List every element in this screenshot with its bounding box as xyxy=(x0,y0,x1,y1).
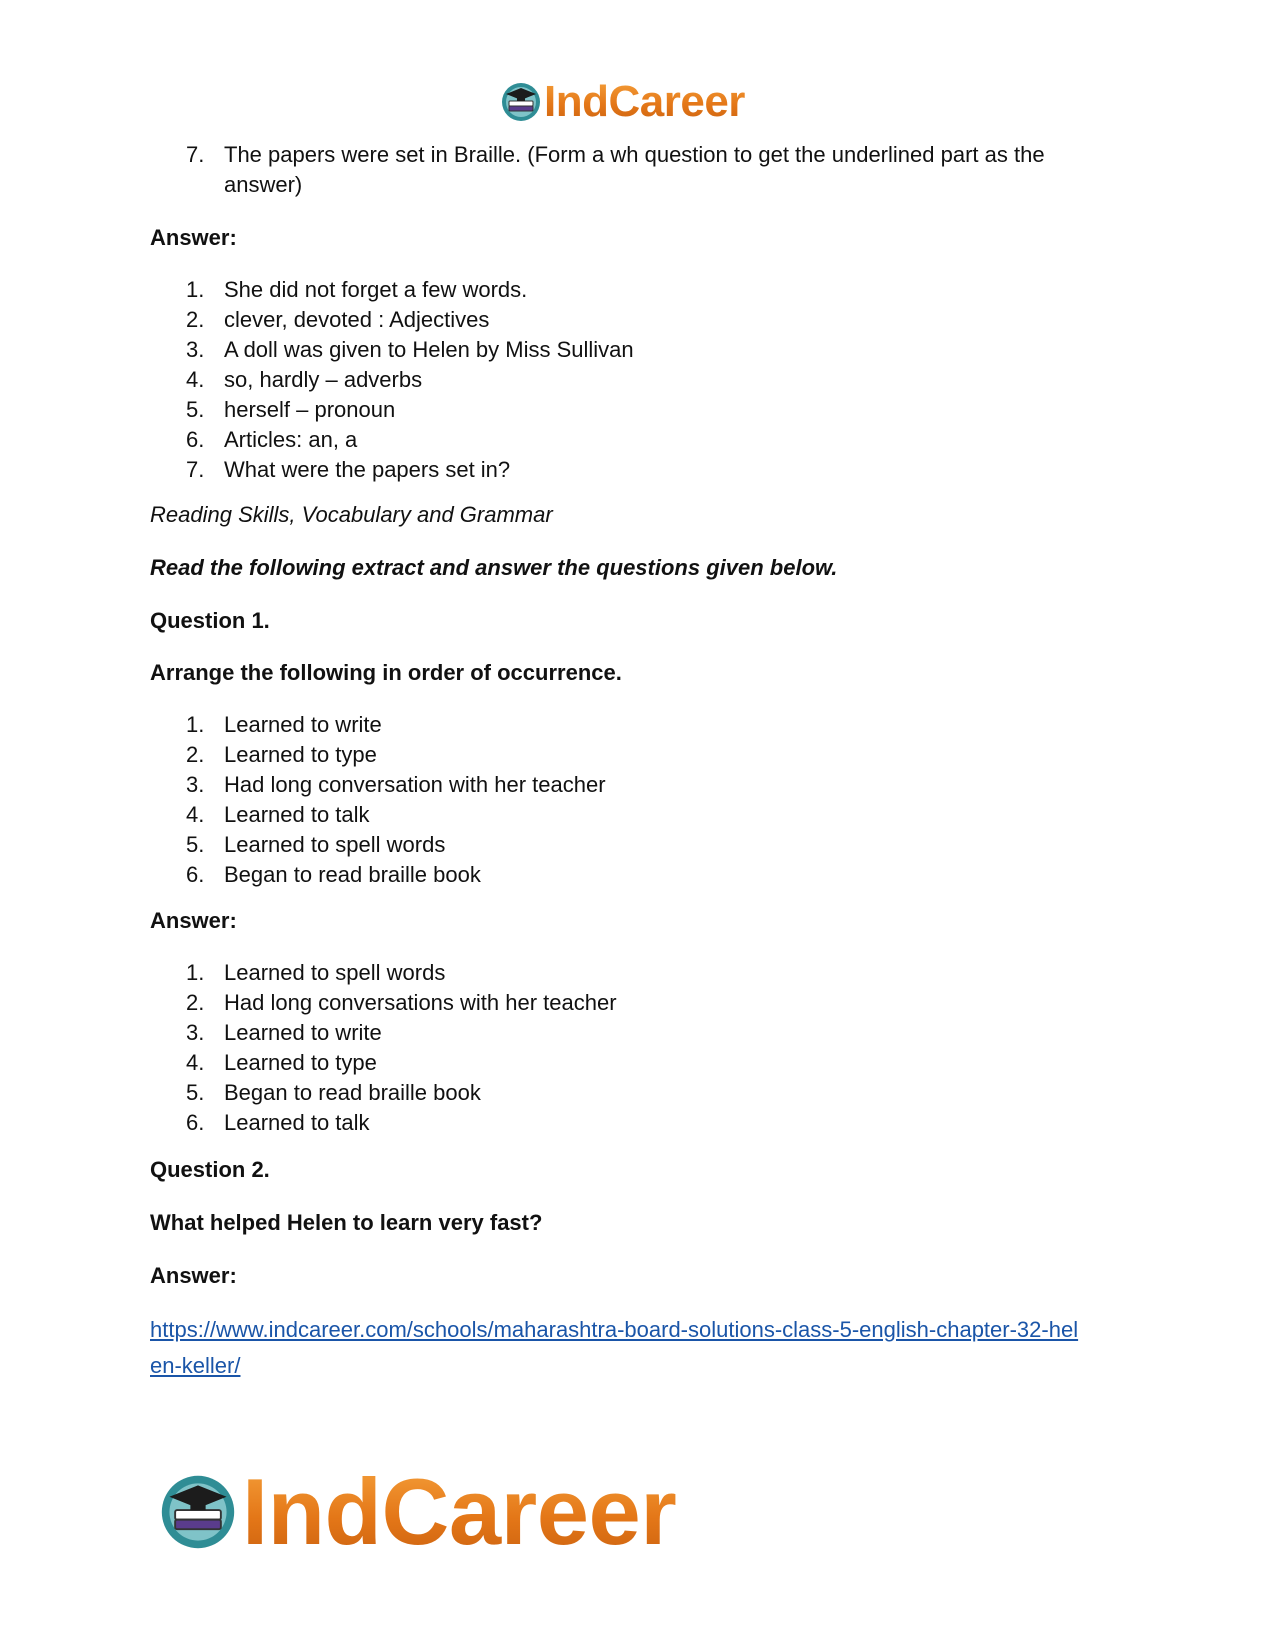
answer-heading: Answer: xyxy=(150,1263,237,1288)
question-items-list xyxy=(150,710,1150,890)
graduation-cap-book-icon xyxy=(500,81,542,123)
list-item xyxy=(150,425,1150,455)
list-item xyxy=(150,275,1150,305)
list-item xyxy=(150,335,1150,365)
question-prompt: Arrange the following in order of occurrence. xyxy=(150,660,622,685)
list-item xyxy=(150,1078,1150,1108)
list-item-number: 1. xyxy=(186,960,205,985)
list-item xyxy=(150,988,1150,1018)
list-item-number: 3. xyxy=(186,1020,205,1045)
question-prompt: What helped Helen to learn very fast? xyxy=(150,1210,543,1235)
list-item-text: Learned to spell words xyxy=(224,832,446,857)
list-item-text: Learned to talk xyxy=(224,1110,370,1135)
list-item-text: Learned to type xyxy=(224,742,377,767)
list-item-number: 2. xyxy=(186,307,205,332)
list-item-text: Learned to type xyxy=(224,1050,377,1075)
list-item-text: Learned to spell words xyxy=(224,960,446,985)
answer-list xyxy=(150,275,1150,485)
list-item-number: 6. xyxy=(186,862,205,887)
brand-name: IndCareer xyxy=(544,77,745,126)
footer-logo xyxy=(158,1457,676,1567)
list-item xyxy=(150,770,1150,800)
brand-name: IndCareer xyxy=(242,1459,677,1564)
list-item xyxy=(150,800,1150,830)
list-item-number: 7. xyxy=(186,457,205,482)
graduation-cap-book-icon xyxy=(158,1472,238,1552)
list-item-number: 3. xyxy=(186,337,205,362)
list-item-text: clever, devoted : Adjectives xyxy=(224,307,490,332)
list-item-number: 5. xyxy=(186,397,205,422)
list-item-text: Learned to talk xyxy=(224,802,370,827)
list-item-text: Learned to write xyxy=(224,1020,382,1045)
question-label: Question 2. xyxy=(150,1157,270,1182)
list-item-text: Began to read braille book xyxy=(224,862,481,887)
question-list-continued xyxy=(150,140,1150,200)
list-item-text: so, hardly – adverbs xyxy=(224,367,423,392)
instruction-text: Read the following extract and answer the questions given below. xyxy=(150,555,838,580)
list-item-text: herself – pronoun xyxy=(224,397,396,422)
list-item xyxy=(150,860,1150,890)
answer-list xyxy=(150,958,1150,1138)
list-item xyxy=(150,1048,1150,1078)
list-item-number: 5. xyxy=(186,832,205,857)
list-item-number: 2. xyxy=(186,990,205,1015)
list-item-text: Learned to write xyxy=(224,712,382,737)
list-item-number: 2. xyxy=(186,742,205,767)
list-item xyxy=(150,958,1150,988)
list-item-number: 4. xyxy=(186,802,205,827)
header-logo xyxy=(500,76,745,128)
list-item-number: 4. xyxy=(186,367,205,392)
list-item-text: A doll was given to Helen by Miss Sullivan xyxy=(224,337,634,362)
list-item-number: 6. xyxy=(186,427,205,452)
list-item-number: 1. xyxy=(186,277,205,302)
list-item: 7. The papers were set in Braille. (Form a wh question to get the underlined part as the answer) xyxy=(186,142,1045,197)
list-item-text: Had long conversations with her teacher xyxy=(224,990,617,1015)
list-item-text: Had long conversation with her teacher xyxy=(224,772,606,797)
list-item xyxy=(150,395,1150,425)
list-item xyxy=(150,1108,1150,1138)
answer-heading: Answer: xyxy=(150,225,237,250)
list-item xyxy=(150,365,1150,395)
list-item xyxy=(150,1018,1150,1048)
list-item-number: 5. xyxy=(186,1080,205,1105)
list-item xyxy=(150,305,1150,335)
list-item xyxy=(150,455,1150,485)
list-item-number: 4. xyxy=(186,1050,205,1075)
section-title: Reading Skills, Vocabulary and Grammar xyxy=(150,502,553,527)
source-link[interactable]: https://www.indcareer.com/schools/maharashtra-board-solutions-class-5-english-chapter-32-hel en-keller/ xyxy=(150,1317,1079,1378)
list-item xyxy=(150,740,1150,770)
answer-heading: Answer: xyxy=(150,908,237,933)
question-label: Question 1. xyxy=(150,608,270,633)
list-item xyxy=(150,830,1150,860)
list-item-number: 3. xyxy=(186,772,205,797)
list-item-text: What were the papers set in? xyxy=(224,457,511,482)
list-item-number: 1. xyxy=(186,712,205,737)
list-item-text: Began to read braille book xyxy=(224,1080,481,1105)
list-item-text: Articles: an, a xyxy=(224,427,358,452)
list-item-text: She did not forget a few words. xyxy=(224,277,528,302)
list-item xyxy=(150,710,1150,740)
list-item-number: 6. xyxy=(186,1110,205,1135)
